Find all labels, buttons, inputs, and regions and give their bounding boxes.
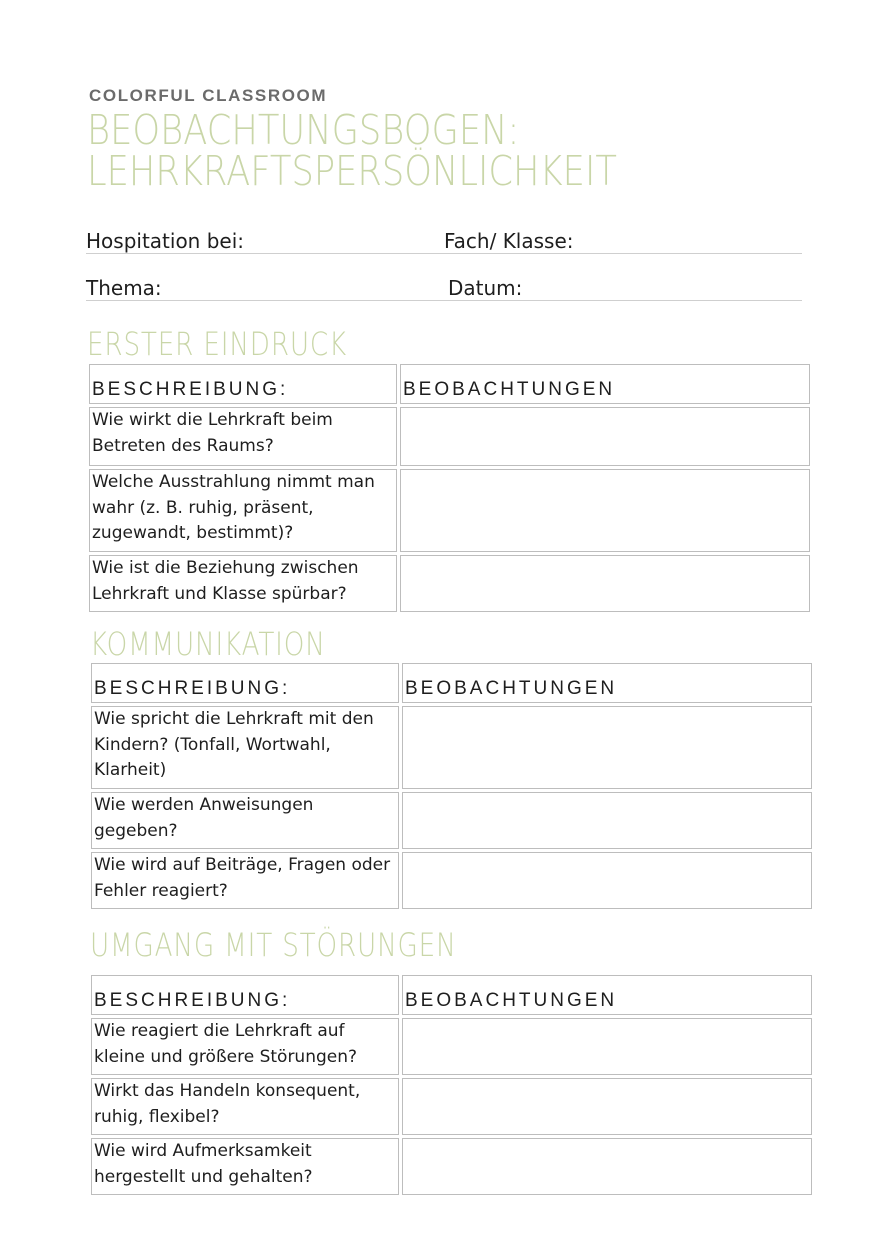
thema-label: Thema:	[86, 276, 162, 300]
table-row	[91, 852, 812, 909]
section-title-kommunikation: KOMMUNIKATION	[90, 625, 326, 663]
header-beschreibung: BESCHREIBUNG:	[91, 975, 399, 1015]
table-row	[89, 469, 810, 552]
table-row	[91, 1078, 812, 1135]
table-header-row	[89, 364, 810, 404]
header-beobachtungen: BEOBACHTUNGEN	[400, 364, 810, 404]
brand-label: COLORFUL CLASSROOM	[89, 86, 328, 105]
question-cell: Wie wird auf Beiträge, Fragen oder Fehler reagiert?	[91, 852, 399, 909]
table-row	[89, 555, 810, 612]
observation-cell[interactable]	[400, 407, 810, 466]
observation-table-kommunikation	[88, 660, 815, 912]
table-row	[91, 1138, 812, 1195]
observation-cell[interactable]	[402, 706, 812, 789]
table-row	[91, 792, 812, 849]
table-row	[91, 1018, 812, 1075]
question-cell: Wie wird Aufmerksamkeit hergestellt und gehalten?	[91, 1138, 399, 1195]
question-cell: Wirkt das Handeln konsequent, ruhig, flexibel?	[91, 1078, 399, 1135]
observation-cell[interactable]	[402, 852, 812, 909]
fach-klasse-label: Fach/ Klasse:	[444, 229, 574, 253]
observation-table-erster-eindruck	[86, 361, 813, 615]
meta-row-hospitation	[86, 229, 802, 254]
observation-cell[interactable]	[400, 555, 810, 612]
question-cell: Wie wirkt die Lehrkraft beim Betreten des Raums?	[89, 407, 397, 466]
header-beschreibung: BESCHREIBUNG:	[89, 364, 397, 404]
question-cell: Wie ist die Beziehung zwischen Lehrkraft und Klasse spürbar?	[89, 555, 397, 612]
table-header-row	[91, 663, 812, 703]
page-title-line-1: BEOBACHTUNGSBOGEN:	[87, 106, 520, 154]
observation-table-umgang-mit-stoerungen	[88, 972, 815, 1198]
question-cell: Wie spricht die Lehrkraft mit den Kindern? (Tonfall, Wortwahl, Klarheit)	[91, 706, 399, 789]
datum-label: Datum:	[448, 276, 523, 300]
section-title-erster-eindruck: ERSTER EINDRUCK	[87, 325, 348, 363]
table-row	[91, 706, 812, 789]
header-beobachtungen: BEOBACHTUNGEN	[402, 975, 812, 1015]
observation-cell[interactable]	[402, 1078, 812, 1135]
section-title-umgang-mit-stoerungen: UMGANG MIT STÖRUNGEN	[90, 926, 457, 964]
table-header-row	[91, 975, 812, 1015]
question-cell: Welche Ausstrahlung nimmt man wahr (z. B. ruhig, präsent, zugewandt, bestimmt)?	[89, 469, 397, 552]
table-row	[89, 407, 810, 466]
observation-cell[interactable]	[400, 469, 810, 552]
page-title-line-2: LEHRKRAFTSPERSÖNLICHKEIT	[87, 147, 617, 195]
observation-cell[interactable]	[402, 1138, 812, 1195]
meta-row-thema	[86, 276, 802, 301]
page-title	[87, 106, 689, 195]
question-cell: Wie werden Anweisungen gegeben?	[91, 792, 399, 849]
hospitation-label: Hospitation bei:	[86, 229, 245, 253]
question-cell: Wie reagiert die Lehrkraft auf kleine und größere Störungen?	[91, 1018, 399, 1075]
header-beobachtungen: BEOBACHTUNGEN	[402, 663, 812, 703]
observation-cell[interactable]	[402, 792, 812, 849]
observation-cell[interactable]	[402, 1018, 812, 1075]
header-beschreibung: BESCHREIBUNG:	[91, 663, 399, 703]
